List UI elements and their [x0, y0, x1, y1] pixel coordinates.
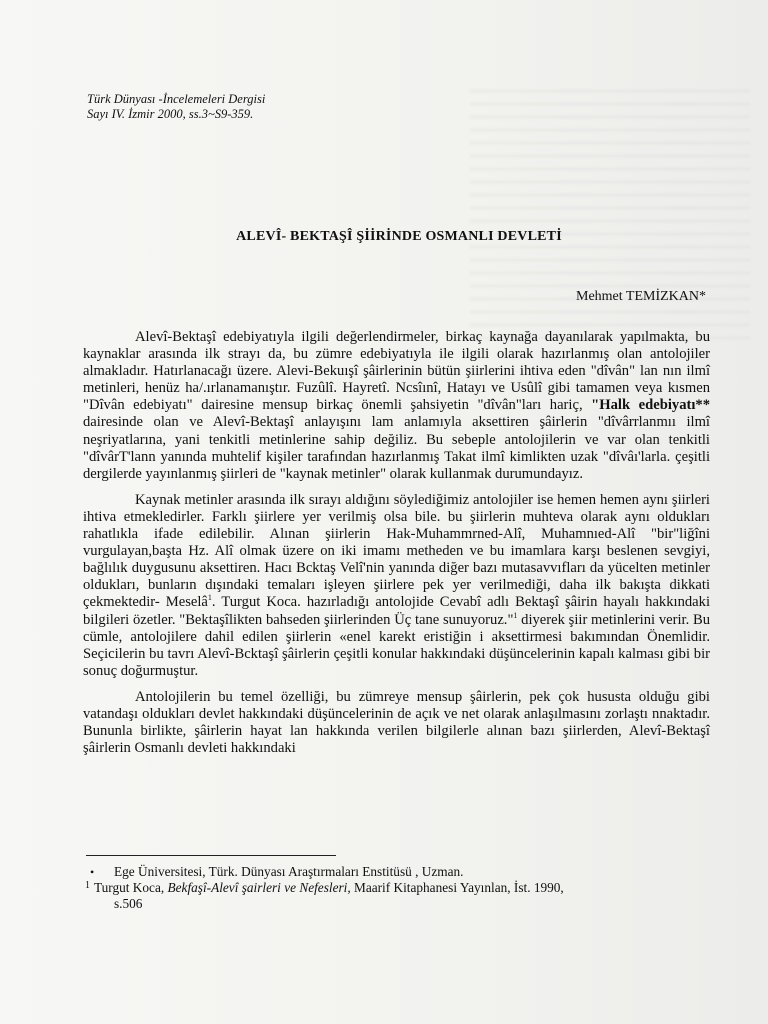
footnotes [86, 864, 706, 912]
paragraph-2-text-a: Kaynak metinler arasında ilk sırayı aldığını söylediğimiz antolojiler ise hemen hemen aynı şiirleri ihtiva etmekledirler. Farklı şiirlere yer verilmiş olsa bile. bu şiirlerin muhteva olarak aynı oldukları rahatlıkla ifade edilebilir. Alınan şiirlerin Hak-Muhammrned-Alî, Muhamnıed-Alî "bir"liğîni vurgulayan,başta Hz. Alî olmak üzere on iki imamı metheden ve bu imamlara karşı beslenen sevgiyi, bağlılık duygusunu aksettiren. Hacı Bcktaş Velî'nin yanında diğer bazı mutasavvıfları da yücelten metinler oldukları, bunların dışındaki temaları işleyen şiirlere pek yer verilmediği, daha ilk bakışta dikkati çekmektedir- Meselâ [83, 491, 710, 611]
footnote-1-author: Turgut Koca, [94, 880, 168, 895]
footnote-1-pages: s.506 [114, 896, 143, 911]
footnote-1 [86, 880, 706, 912]
paragraph-2-text-b: . Turgut Koca. hazırladığı antolojide Cevabî adlı Bektaşî şâirin hayalı hakkındaki bilgileri özetler. "Bektaşîlikten bahseden şiirlerinden Üç tane sunuyoruz." [83, 594, 711, 628]
show-through-texture [470, 90, 750, 350]
footnote-1-publisher: Maarif Kitaphanesi Yayınlan, İst. 1990, [350, 880, 564, 895]
footnote-1-book-title: Bekfaşî-Alevî şairleri ve Nefesleri, [167, 880, 351, 895]
journal-name: Türk Dünyası -İncelemeleri Dergisi [87, 92, 266, 106]
article-body [83, 329, 710, 766]
source-citation [87, 92, 265, 122]
article-title: ALEVÎ- BEKTAŞÎ ŞİİRİNDE OSMANLI DEVLETİ [236, 229, 562, 244]
paragraph-2 [83, 492, 710, 680]
footnote-bullet-mark: • [90, 865, 95, 879]
footnote-affiliation-text: Ege Üniversitesi, Türk. Dünyası Araştırmaları Enstitüsü , Uzman. [114, 864, 464, 879]
footnote-ref-2: 1 [513, 610, 518, 620]
footnote-1-mark: 1 [85, 880, 90, 891]
footnote-divider [86, 855, 336, 856]
paragraph-1-text-b: dairesinde olan ve Alevî-Bektaşî anlayışını lam anlamıyla aksettiren şâirlerin "dîvârrlanmıı ilmî neşriyatlarına, yani tenkitli metinlerine sahip değiliz. Bu sebeple antolojilerin ve var olan tenkitli "dîvârT'lann yanında muhtelif kişiler tarafından hazırlanmış Takat ilmî kimlikten uzak "dîvâı'larla. çeşitli dergilerde yayınlanmış şiirleri de "kaynak metinler" olarak kullanmak durumundayız. [83, 414, 710, 482]
article-author: Mehmet TEMİZKAN* [576, 289, 706, 304]
issue-info: Sayı IV. İzmir 2000, ss.3~S9-359. [87, 107, 254, 121]
paragraph-2-text-c: diyerek şiir metinlerini verir. Bu cümle, antolojilere dahil edilen şiirlerin «enel karekt eristiğin i aksettirmesi bakımından Önemlidir. Seçicilerin bu tavrı Alevî-Bcktaşî şâirlerin çeşitli konular hakkındaki düşüncelerinin kapalı kalması gibi bir sonuç doğurmuştur. [83, 611, 710, 679]
paragraph-1-bold-term: "Halk edebiyatı** [591, 397, 710, 414]
paragraph-1 [83, 329, 710, 483]
footnote-ref-1: 1 [207, 593, 212, 603]
footnote-author-affiliation [86, 864, 706, 880]
paragraph-1-text-a: Alevî-Bektaşî edebiyatıyla ilgili değerlendirmeler, birkaç kaynağa dayanılarak yapılmakta, bu kaynaklar arasında ilk strayı da, bu zümre edebiyatıyla ile ilgili olarak hazırlanmış olan antolojiler almakladır. Hatırlanacağı üzere. Alevi-Bekuışî şâirlerinin bütün şiirlerini ihtiva eden "dîvân" lan nın ilmî metinleri, henüz ha/.ırlanamanıştır. Fuzûlî. Hayretî. Ncsîınî, Hatayı ve Usûlî gibi tamamen veya kısmen "Dîvân edebiyatı" dairesine mensup birkaç önemli şahsiyetin "dîvân"ları hariç, [83, 329, 710, 414]
paragraph-3: Antolojilerin bu temel özelliği, bu zümreye mensup şâirlerin, pek çok hususta olduğu gibi vatandaşı oldukları devlet hakkındaki düşüncelerinin de açık ve net olarak anlaşılmasını zorlaştı nnaktadır. Bununla birlikte, şâirlerin hayat lan hakkında verilen bilgilerle alınan bazı şiirlerden, Alevî-Bektaşî şâirlerin Osmanlı devleti hakkındaki [83, 688, 710, 757]
